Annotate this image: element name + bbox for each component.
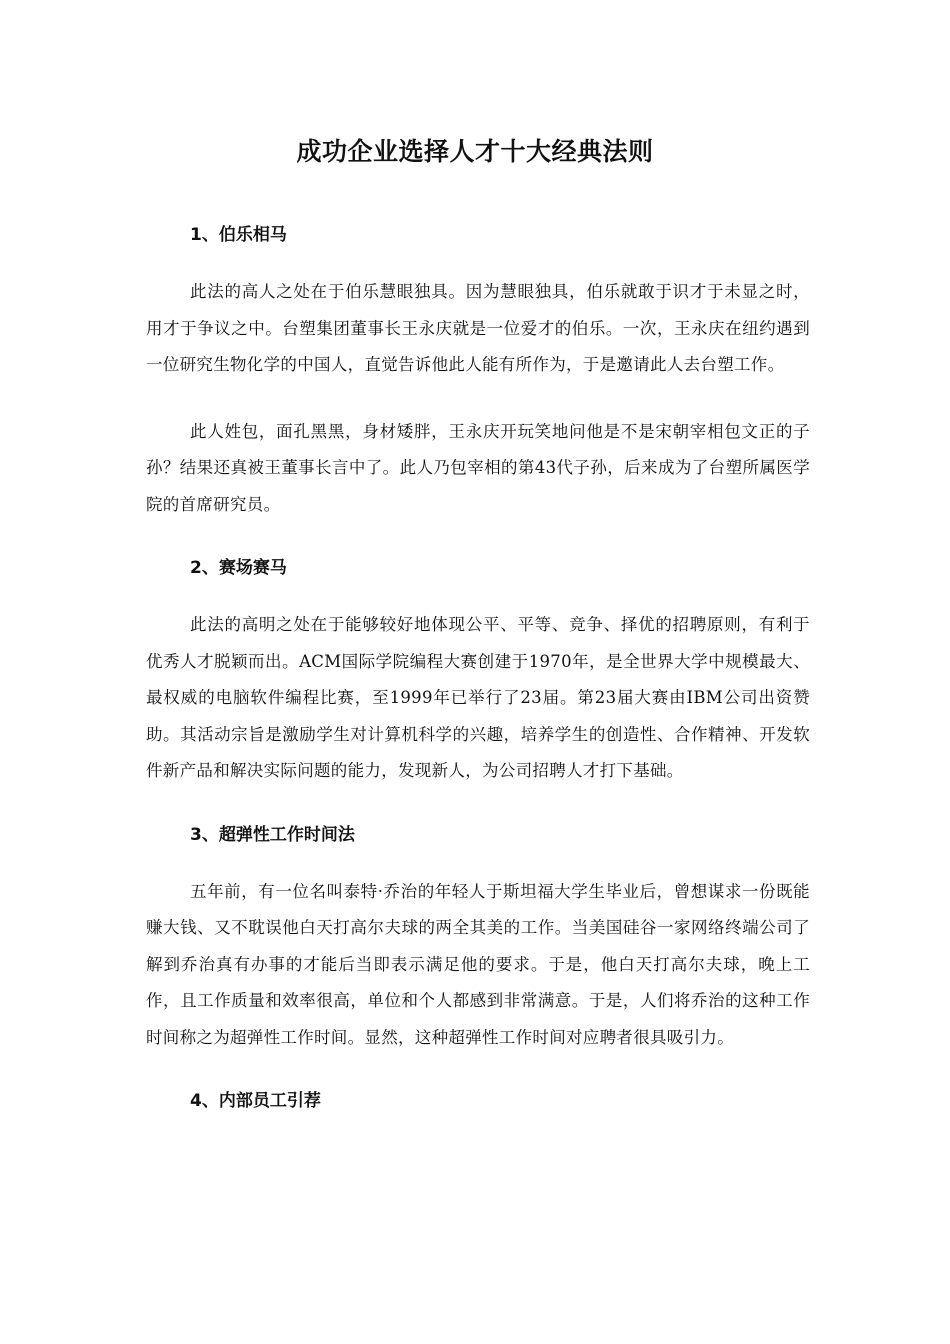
section-heading: 2、赛场赛马 (190, 558, 287, 578)
paragraph: 此人姓包，面孔黑黑，身材矮胖，王永庆开玩笑地问他是不是宋朝宰相包文正的子孙？结果还真被王董事长言中了。此人乃包宰相的第43代子孙，后来成为了台塑所属医学院的首席研究员。 (146, 421, 810, 514)
document-title: 成功企业选择人才十大经典法则 (296, 137, 654, 166)
section-heading: 4、内部员工引荐 (190, 1091, 321, 1111)
section-heading: 1、伯乐相马 (190, 225, 287, 245)
document-body (146, 220, 810, 1116)
paragraph: 此法的高明之处在于能够较好地体现公平、平等、竞争、择优的招聘原则，有利于优秀人才脱颖而出。ACM国际学院编程大赛创建于1970年，是全世界大学中规模最大、最权威的电脑软件编程比赛，至1999年已举行了23届。第23届大赛由IBM公司出资赞助。其活动宗旨是激励学生对计算机科学的兴趣，培养学生的创造性、合作精神、开发软件新产品和解决实际问题的能力，发现新人，为公司招聘人才打下基础。 (146, 615, 810, 780)
section-heading: 3、超弹性工作时间法 (190, 824, 355, 845)
paragraph: 此法的高人之处在于伯乐慧眼独具。因为慧眼独具，伯乐就敢于识才于未显之时，用才于争议之中。台塑集团董事长王永庆就是一位爱才的伯乐。一次，王永庆在纽约遇到一位研究生物化学的中国人，直觉告诉他此人能有所作为，于是邀请此人去台塑工作。 (146, 282, 810, 374)
paragraph: 五年前，有一位名叫泰特·乔治的年轻人于斯坦福大学生毕业后，曾想谋求一份既能赚大钱、又不耽误他白天打高尔夫球的两全其美的工作。当美国硅谷一家网络终端公司了解到乔治真有办事的才能后当即表示满足他的要求。于是，他白天打高尔夫球，晚上工作，且工作质量和效率很高，单位和个人都感到非常满意。于是，人们将乔治的这种工作时间称之为超弹性工作时间。显然，这种超弹性工作时间对应聘者很具吸引力。 (146, 881, 810, 1047)
